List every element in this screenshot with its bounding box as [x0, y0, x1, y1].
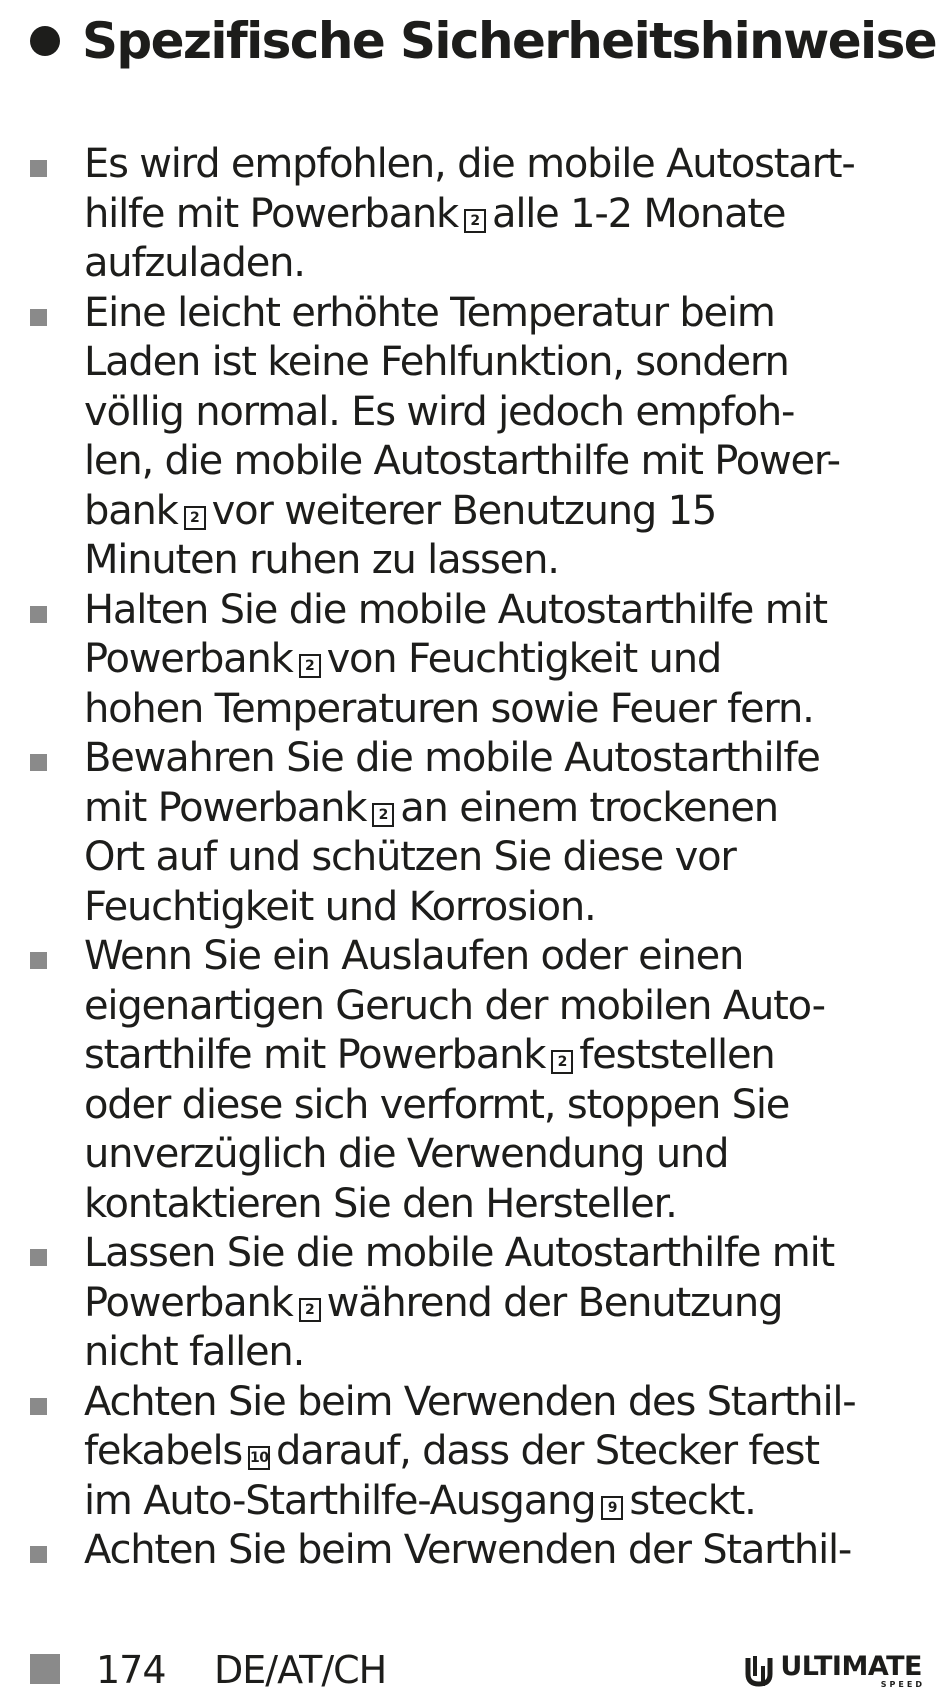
text-segment: len, die mobile Autostarthilfe mit Power-	[84, 438, 840, 484]
text-segment: Achten Sie beim Verwenden der Starthil-	[84, 1527, 852, 1573]
text-segment: feststellen	[579, 1032, 775, 1078]
text-line	[84, 833, 920, 883]
heading-bullet-dot	[30, 26, 60, 56]
part-number-ref: 2	[372, 803, 394, 827]
text-line	[84, 1526, 920, 1576]
part-number-ref: 2	[464, 209, 486, 233]
bullet-square-icon	[30, 952, 47, 969]
bullet-square-icon	[30, 160, 47, 177]
page-footer	[0, 1648, 950, 1694]
text-line	[84, 734, 920, 784]
bullet-square-icon	[30, 1398, 47, 1415]
text-line	[84, 635, 920, 685]
part-number-ref: 9	[601, 1496, 623, 1520]
text-line	[84, 289, 920, 339]
text-line	[84, 1081, 920, 1131]
text-segment: nicht fallen.	[84, 1329, 305, 1375]
text-line	[84, 1328, 920, 1378]
text-segment: fekabels	[84, 1428, 243, 1474]
brand-name: ULTIMATE	[780, 1650, 922, 1682]
text-line	[84, 239, 920, 289]
text-segment: Feuchtigkeit und Korrosion.	[84, 883, 596, 930]
page-number: 174	[96, 1648, 166, 1692]
part-number-ref: 2	[551, 1050, 573, 1074]
page-marker-square	[30, 1654, 60, 1684]
brand-subtitle: SPEED	[880, 1679, 925, 1689]
text-line	[84, 437, 920, 487]
text-segment: während der Benutzung	[326, 1279, 783, 1326]
section-heading	[30, 6, 937, 76]
list-item	[0, 932, 950, 1229]
text-line	[84, 932, 920, 982]
text-segment: bank	[84, 487, 178, 534]
text-segment: darauf, dass der Stecker fest	[276, 1428, 819, 1474]
bullet-square-icon	[30, 1249, 47, 1266]
brand-logo	[744, 1650, 925, 1690]
list-item	[0, 1526, 950, 1576]
text-line	[84, 1229, 920, 1279]
list-item	[0, 1378, 950, 1527]
text-segment: von Feuchtigkeit und	[326, 636, 722, 682]
text-segment: hilfe mit Powerbank	[84, 190, 459, 237]
bullet-square-icon	[30, 1546, 47, 1563]
text-line	[84, 536, 920, 586]
text-segment: Wenn Sie ein Auslaufen oder einen	[84, 933, 744, 979]
part-number-ref: 2	[299, 654, 321, 678]
text-line	[84, 1031, 920, 1081]
text-segment: im Auto-Starthilfe-Ausgang	[84, 1477, 596, 1524]
list-item	[0, 734, 950, 932]
text-segment: völlig normal. Es wird jedoch empfoh-	[84, 388, 795, 435]
section-title: Spezifische Sicherheitshinweise	[82, 12, 937, 70]
part-number-ref: 2	[184, 506, 206, 530]
text-line	[84, 1427, 920, 1477]
safety-instructions-list	[0, 140, 950, 1576]
list-item	[0, 289, 950, 586]
text-segment: Powerbank	[84, 1279, 293, 1326]
text-line	[84, 1378, 920, 1428]
bullet-square-icon	[30, 754, 47, 771]
text-segment: alle 1-2 Monate	[492, 190, 786, 237]
text-line	[84, 586, 920, 636]
bullet-square-icon	[30, 309, 47, 326]
text-segment: Laden ist keine Fehlfunktion, sondern	[84, 339, 789, 385]
list-item	[0, 586, 950, 735]
text-segment: Eine leicht erhöhte Temperatur beim	[84, 289, 775, 336]
text-segment: unverzüglich die Verwendung und	[84, 1131, 729, 1177]
text-segment: kontaktieren Sie den Hersteller.	[84, 1180, 677, 1227]
text-segment: an einem trockenen	[400, 784, 778, 831]
text-segment: eigenartigen Geruch der mobilen Auto-	[84, 982, 825, 1029]
text-line	[84, 190, 920, 240]
text-segment: starthilfe mit Powerbank	[84, 1032, 546, 1078]
text-line	[84, 982, 920, 1032]
ultimate-speed-logo-icon	[744, 1654, 774, 1688]
text-segment: Es wird empfohlen, die mobile Autostart-	[84, 141, 855, 187]
text-line	[84, 388, 920, 438]
list-item	[0, 1229, 950, 1378]
text-line	[84, 487, 920, 537]
text-line	[84, 338, 920, 388]
list-item	[0, 140, 950, 289]
part-number-ref: 2	[299, 1298, 321, 1322]
text-line	[84, 685, 920, 735]
text-segment: hohen Temperaturen sowie Feuer fern.	[84, 685, 814, 732]
text-segment: aufzuladen.	[84, 240, 305, 286]
text-line	[84, 784, 920, 834]
text-segment: Powerbank	[84, 636, 293, 682]
text-line	[84, 140, 920, 190]
text-segment: Halten Sie die mobile Autostarthilfe mit	[84, 586, 827, 633]
text-segment: Lassen Sie die mobile Autostarthilfe mit	[84, 1230, 834, 1276]
text-line	[84, 1279, 920, 1329]
text-line	[84, 1477, 920, 1527]
country-codes: DE/AT/CH	[214, 1648, 387, 1692]
text-segment: vor weiterer Benutzung 15	[211, 487, 717, 534]
text-segment: Bewahren Sie die mobile Autostarthilfe	[84, 735, 820, 781]
bullet-square-icon	[30, 606, 47, 623]
text-segment: Achten Sie beim Verwenden des Starthil-	[84, 1378, 856, 1425]
text-segment: Minuten ruhen zu lassen.	[84, 537, 559, 583]
text-line	[84, 1130, 920, 1180]
text-segment: mit Powerbank	[84, 784, 367, 831]
text-segment: Ort auf und schützen Sie diese vor	[84, 834, 736, 880]
part-number-ref: 10	[248, 1446, 270, 1470]
text-line	[84, 1180, 920, 1230]
text-segment: steckt.	[629, 1477, 756, 1524]
text-line	[84, 883, 920, 933]
text-segment: oder diese sich verformt, stoppen Sie	[84, 1081, 790, 1128]
